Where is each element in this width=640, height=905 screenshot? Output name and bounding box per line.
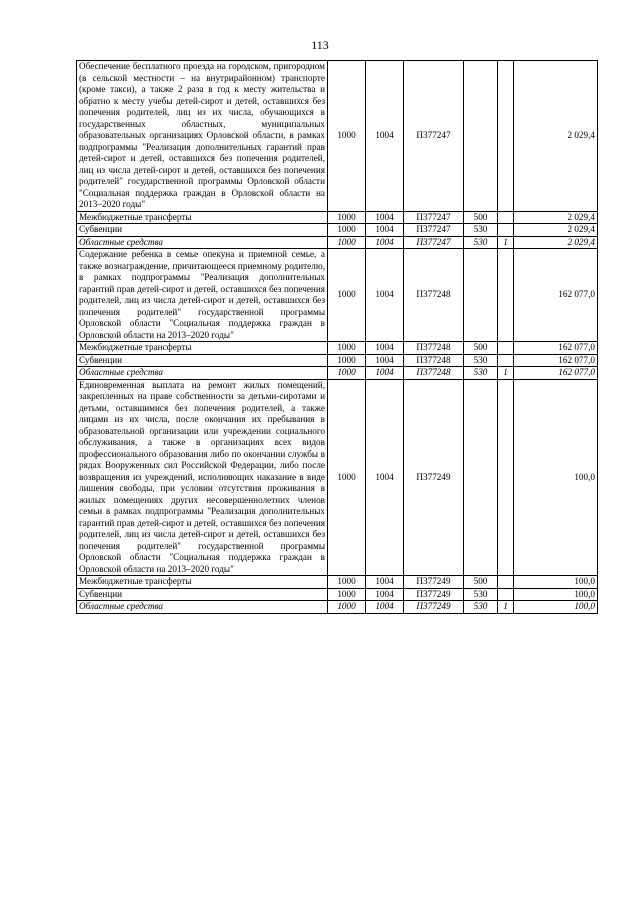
section-code: 1000	[328, 342, 366, 355]
section-code: 1000	[328, 249, 366, 342]
table-row	[77, 354, 598, 367]
expense-type-code: 530	[464, 354, 498, 367]
subsection-code: 1004	[366, 576, 404, 589]
expense-type-code: 530	[464, 224, 498, 237]
amount: 100,0	[514, 601, 598, 614]
section-code: 1000	[328, 211, 366, 224]
row-description: Межбюджетные трансферты	[77, 211, 328, 224]
row-description: Областные средства	[77, 601, 328, 614]
expense-type-code	[464, 379, 498, 576]
row-description: Субвенции	[77, 224, 328, 237]
expense-type-code: 500	[464, 342, 498, 355]
expense-type-code: 500	[464, 211, 498, 224]
amount: 162 077,0	[514, 367, 598, 380]
target-article-code: П377249	[404, 576, 464, 589]
funding-source-code	[498, 576, 514, 589]
section-code: 1000	[328, 224, 366, 237]
expense-type-code: 530	[464, 367, 498, 380]
section-code: 1000	[328, 236, 366, 249]
section-code: 1000	[328, 61, 366, 212]
subsection-code: 1004	[366, 367, 404, 380]
amount: 2 029,4	[514, 224, 598, 237]
amount: 2 029,4	[514, 236, 598, 249]
funding-source-code	[498, 211, 514, 224]
target-article-code: П377247	[404, 211, 464, 224]
budget-table	[76, 60, 598, 614]
table-row	[77, 367, 598, 380]
expense-type-code: 530	[464, 236, 498, 249]
row-description: Межбюджетные трансферты	[77, 342, 328, 355]
page-number: 113	[311, 38, 329, 52]
table-row	[77, 249, 598, 342]
target-article-code: П377248	[404, 354, 464, 367]
amount: 2 029,4	[514, 211, 598, 224]
subsection-code: 1004	[366, 601, 404, 614]
section-code: 1000	[328, 379, 366, 576]
funding-source-code: 1	[498, 601, 514, 614]
subsection-code: 1004	[366, 249, 404, 342]
section-code: 1000	[328, 588, 366, 601]
funding-source-code	[498, 379, 514, 576]
target-article-code: П377248	[404, 249, 464, 342]
section-code: 1000	[328, 601, 366, 614]
section-code: 1000	[328, 354, 366, 367]
row-description: Субвенции	[77, 354, 328, 367]
expense-type-code	[464, 249, 498, 342]
row-description: Обеспечение бесплатного проезда на городском, пригородном (в сельской местности – на внутрирайонном) транспорте (кроме такси), а также 2 раза в год к месту жительства и обратно к месту учебы детей-сирот и детей, оставшихся без попечения родителей, лиц из их числа, обучающихся в государственных областных, муниципальных образовательных организациях Орловской области, в рамках подпрограммы "Реализация дополнительных гарантий прав детей-сирот и детей, оставшихся без попечения родителей, лиц из числа детей-сирот и детей, оставшихся без попечения родителей" государственной программы Орловской области "Социальная поддержка граждан в Орловской области на 2013–2020 годы"	[77, 61, 328, 212]
expense-type-code: 500	[464, 576, 498, 589]
target-article-code: П377249	[404, 379, 464, 576]
target-article-code: П377249	[404, 588, 464, 601]
table-row	[77, 576, 598, 589]
amount: 162 077,0	[514, 342, 598, 355]
target-article-code: П377249	[404, 601, 464, 614]
amount: 100,0	[514, 588, 598, 601]
amount: 162 077,0	[514, 354, 598, 367]
funding-source-code: 1	[498, 367, 514, 380]
section-code: 1000	[328, 576, 366, 589]
target-article-code: П377247	[404, 236, 464, 249]
subsection-code: 1004	[366, 379, 404, 576]
table-row	[77, 61, 598, 212]
row-description: Межбюджетные трансферты	[77, 576, 328, 589]
subsection-code: 1004	[366, 588, 404, 601]
amount: 100,0	[514, 379, 598, 576]
subsection-code: 1004	[366, 211, 404, 224]
subsection-code: 1004	[366, 236, 404, 249]
subsection-code: 1004	[366, 354, 404, 367]
target-article-code: П377248	[404, 367, 464, 380]
target-article-code: П377247	[404, 224, 464, 237]
row-description: Субвенции	[77, 588, 328, 601]
subsection-code: 1004	[366, 224, 404, 237]
amount: 162 077,0	[514, 249, 598, 342]
funding-source-code	[498, 342, 514, 355]
expense-type-code	[464, 61, 498, 212]
amount: 2 029,4	[514, 61, 598, 212]
table-row	[77, 211, 598, 224]
target-article-code: П377247	[404, 61, 464, 212]
row-description: Областные средства	[77, 236, 328, 249]
table-row	[77, 379, 598, 576]
target-article-code: П377248	[404, 342, 464, 355]
table-row	[77, 224, 598, 237]
funding-source-code	[498, 61, 514, 212]
funding-source-code	[498, 224, 514, 237]
row-description: Единовременная выплата на ремонт жилых помещений, закрепленных на праве собственности за детьми-сиротами и детьми, оставшимися без попечения родителей, а также лицами из их числа, после окончания их пребывания в образовательной организации или учреждении социального обслуживания, а также в организациях всех видов профессионального образования либо по окончании службы в рядах Вооруженных сил Российской Федерации, либо после возвращения из учреждений, исполняющих наказание в виде лишения свободы, при условии отсутствия проживания в жилых помещениях других несовершеннолетних членов семьи в рамках подпрограммы "Реализация дополнительных гарантий прав детей-сирот и детей, оставшихся без попечения родителей, лиц из числа детей-сирот и детей, оставшихся без попечения родителей" государственной программы Орловской области "Социальная поддержка граждан в Орловской области на 2013–2020 годы"	[77, 379, 328, 576]
funding-source-code	[498, 249, 514, 342]
funding-source-code: 1	[498, 236, 514, 249]
table-row	[77, 601, 598, 614]
subsection-code: 1004	[366, 61, 404, 212]
amount: 100,0	[514, 576, 598, 589]
table-row	[77, 342, 598, 355]
subsection-code: 1004	[366, 342, 404, 355]
row-description: Областные средства	[77, 367, 328, 380]
funding-source-code	[498, 588, 514, 601]
row-description: Содержание ребенка в семье опекуна и приемной семье, а также вознаграждение, причитающееся приемному родителю, в рамках подпрограммы "Реализация дополнительных гарантий прав детей-сирот и детей, оставшихся без попечения родителей, лиц из числа детей-сирот и детей, оставшихся без попечения родителей" государственной программы Орловской области "Социальная поддержка граждан в Орловской области на 2013–2020 годы"	[77, 249, 328, 342]
expense-type-code: 530	[464, 588, 498, 601]
section-code: 1000	[328, 367, 366, 380]
table-row	[77, 236, 598, 249]
expense-type-code: 530	[464, 601, 498, 614]
funding-source-code	[498, 354, 514, 367]
table-row	[77, 588, 598, 601]
